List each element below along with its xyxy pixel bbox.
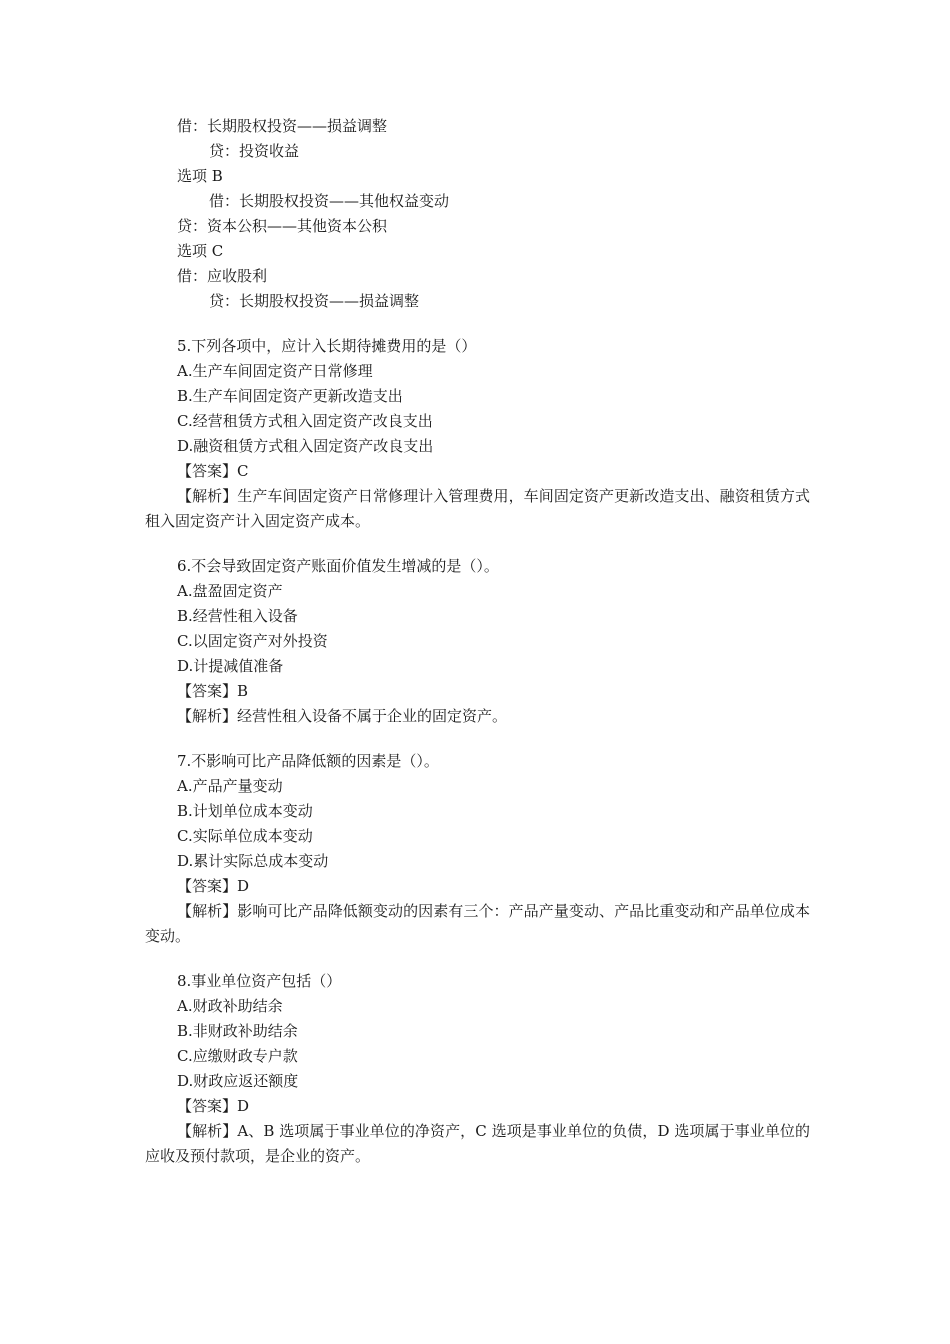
question-stem: 7.不影响可比产品降低额的因素是（）。 [177,752,439,770]
question-answer: 【答案】C [177,462,249,480]
question-analysis: 【解析】经营性租入设备不属于企业的固定资产。 [177,707,508,725]
question-option: B.生产车间固定资产更新改造支出 [177,387,403,405]
question-analysis: 【解析】生产车间固定资产日常修理计入管理费用，车间固定资产更新改造支出、融资租赁方式租入固定资产计入固定资产成本。 [145,487,810,530]
journal-debit-line: 借：长期股权投资——损益调整 [177,117,388,135]
question-option: B.计划单位成本变动 [177,802,313,820]
spacer [145,949,810,969]
question-block [145,969,810,1169]
question-option: B.非财政补助结余 [177,1022,298,1040]
question-analysis: 【解析】A、B 选项属于事业单位的净资产，C 选项是事业单位的负债，D 选项属于事业单位的应收及预付款项，是企业的资产。 [145,1122,810,1165]
question-option: D.累计实际总成本变动 [177,852,329,870]
journal-credit-line: 贷：资本公积——其他资本公积 [177,217,388,235]
question-answer: 【答案】D [177,877,250,895]
question-option: A.盘盈固定资产 [177,582,283,600]
journal-debit-line: 借：长期股权投资——其他权益变动 [209,192,450,210]
journal-credit-line: 贷：投资收益 [209,142,300,160]
question-option: C.实际单位成本变动 [177,827,313,845]
spacer [145,534,810,554]
question-stem: 8.事业单位资产包括（） [177,972,342,990]
journal-credit-line: 贷：长期股权投资——损益调整 [209,292,420,310]
question-option: A.生产车间固定资产日常修理 [177,362,373,380]
document-page [145,114,810,1169]
question-block [145,334,810,534]
question-analysis: 【解析】影响可比产品降低额变动的因素有三个：产品产量变动、产品比重变动和产品单位成本变动。 [145,902,810,945]
question-answer: 【答案】D [177,1097,250,1115]
question-block [145,749,810,949]
option-heading: 选项 B [177,167,223,185]
spacer [145,729,810,749]
question-option: C.应缴财政专户款 [177,1047,298,1065]
question-option: D.计提减值准备 [177,657,284,675]
question-option: D.财政应返还额度 [177,1072,299,1090]
question-option: D.融资租赁方式租入固定资产改良支出 [177,437,434,455]
question-option: A.产品产量变动 [177,777,283,795]
spacer [145,314,810,334]
question-option: C.以固定资产对外投资 [177,632,328,650]
journal-debit-line: 借：应收股利 [177,267,268,285]
question-stem: 6.不会导致固定资产账面价值发生增减的是（）。 [177,557,499,575]
option-heading: 选项 C [177,242,224,260]
question-option: C.经营租赁方式租入固定资产改良支出 [177,412,433,430]
question-option: B.经营性租入设备 [177,607,298,625]
question-stem: 5.下列各项中，应计入长期待摊费用的是（） [177,337,477,355]
question-answer: 【答案】B [177,682,249,700]
question-block [145,554,810,729]
question-option: A.财政补助结余 [177,997,283,1015]
